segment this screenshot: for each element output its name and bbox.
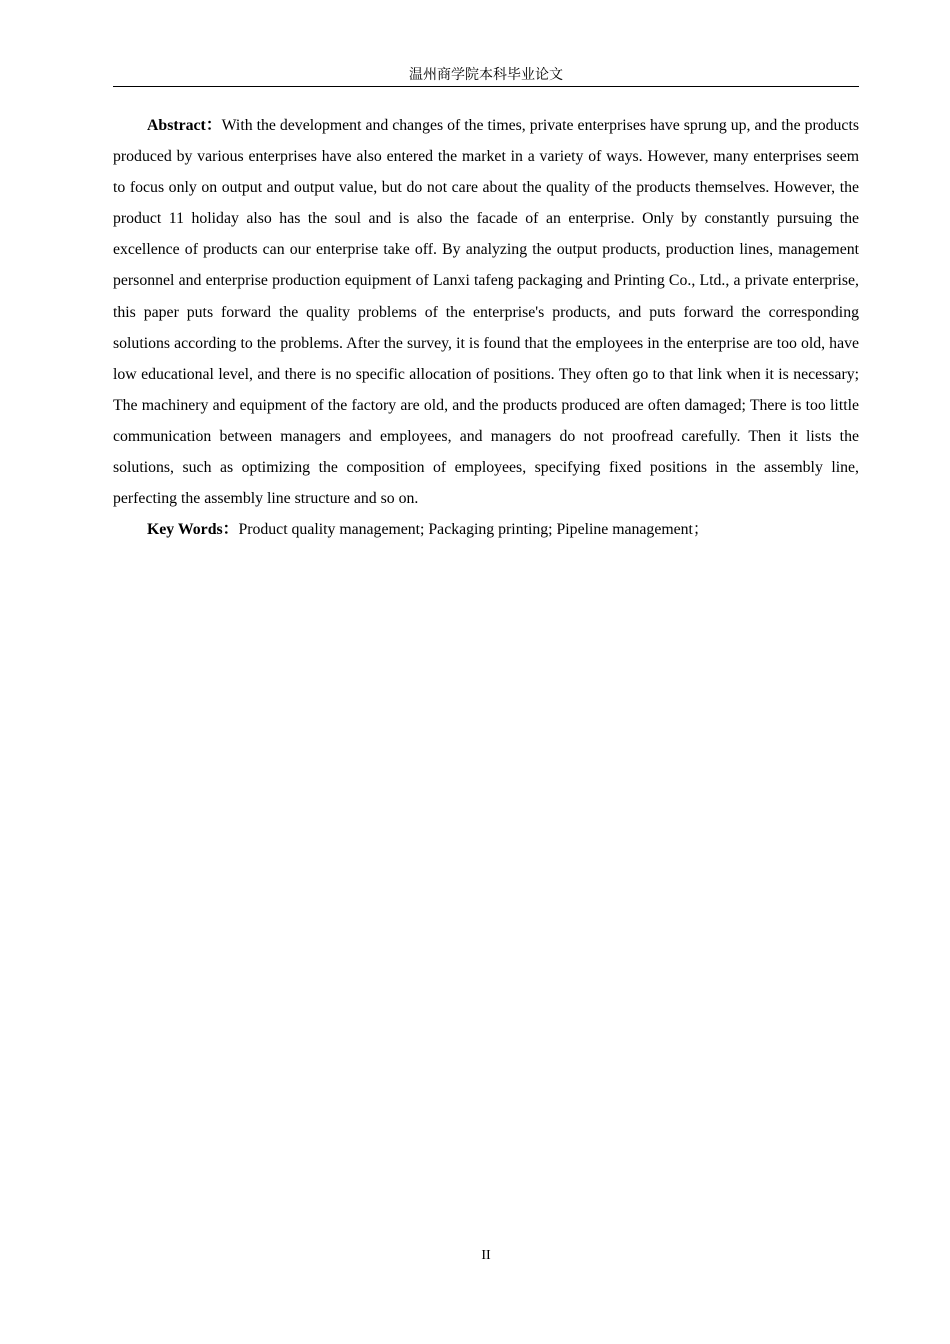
keywords-label: Key Words： <box>147 521 239 539</box>
page-number: II <box>481 1248 491 1263</box>
keywords-text: Product quality management; Packaging printing; Pipeline management； <box>238 521 709 539</box>
keywords-paragraph <box>113 514 859 545</box>
abstract-section <box>113 110 859 545</box>
abstract-text: With the development and changes of the times, private enterprises have sprung up, and the products produced by various enterprises have also entered the market in a variety of ways. However, many enterprises seem to focus only on output and output value, but do not care about the quality of the products themselves. However, the product 11 holiday also has the soul and is also the facade of an enterprise. Only by constantly pursuing the excellence of products can our enterprise take off. By analyzing the output products, production lines, management personnel and enterprise production equipment of Lanxi tafeng packaging and Printing Co., Ltd., a private enterprise, this paper puts forward the quality problems of the enterprise's products, and puts forward the corresponding solutions according to the problems. After the survey, it is found that the employees in the enterprise are too old, have low educational level, and there is no specific allocation of positions. They often go to that link when it is necessary; The machinery and equipment of the factory are old, and the products produced are often damaged; There is too little communication between managers and employees, and managers do not proofread carefully. Then it lists the solutions, such as optimizing the composition of employees, specifying fixed positions in the assembly line, perfecting the assembly line structure and so on. <box>113 117 859 508</box>
header-divider <box>113 86 859 87</box>
abstract-paragraph <box>113 110 859 514</box>
abstract-label: Abstract： <box>147 117 222 134</box>
running-header: 温州商学院本科毕业论文 <box>409 68 563 83</box>
